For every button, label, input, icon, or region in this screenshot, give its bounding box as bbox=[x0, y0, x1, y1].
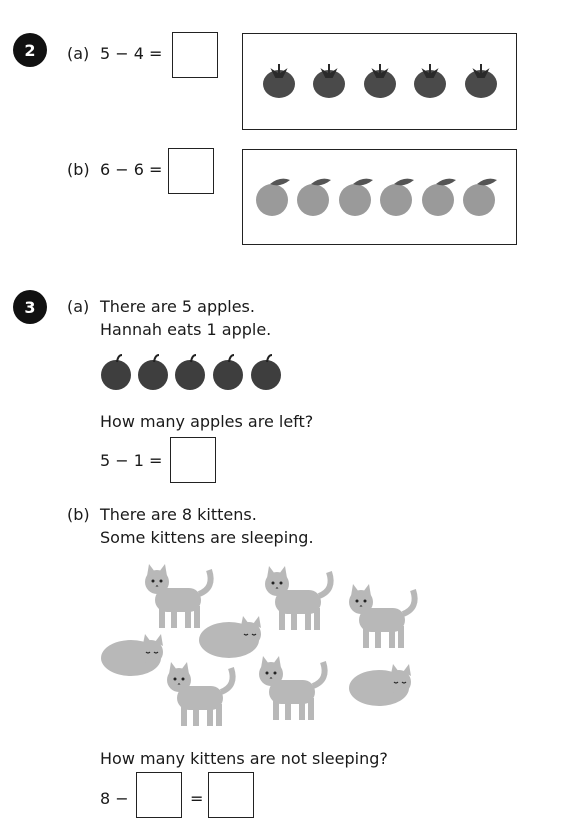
apple-icon bbox=[380, 179, 414, 216]
tomato-icon bbox=[364, 64, 396, 98]
part-label-2a: (a) bbox=[67, 44, 90, 63]
apple-icon bbox=[251, 355, 281, 390]
story-line-3a-2: Hannah eats 1 apple. bbox=[100, 320, 272, 339]
apple-icon bbox=[175, 355, 205, 390]
kitten-sleeping-icon bbox=[199, 616, 261, 658]
expression-2a: 5 − 4 = bbox=[100, 44, 163, 63]
kitten-awake-icon bbox=[259, 656, 325, 720]
tomato-picture-frame bbox=[242, 33, 517, 130]
kitten-awake-icon bbox=[145, 564, 211, 628]
expression-3b-left: 8 − bbox=[100, 789, 129, 808]
apple-icon bbox=[463, 179, 497, 216]
expression-3b-equals: = bbox=[190, 789, 204, 808]
part-label-3a: (a) bbox=[67, 297, 90, 316]
apples-illustration bbox=[243, 150, 518, 246]
apple-picture-frame bbox=[242, 149, 517, 245]
answer-box-2b[interactable] bbox=[168, 148, 214, 194]
tomato-icon bbox=[414, 64, 446, 98]
question-3a: How many apples are left? bbox=[100, 412, 314, 431]
apple-icon bbox=[422, 179, 456, 216]
question-number-3: 3 bbox=[13, 290, 47, 324]
apple-icon bbox=[101, 355, 131, 390]
tomato-icon bbox=[465, 64, 497, 98]
answer-box-3a[interactable] bbox=[170, 437, 216, 483]
kittens-illustration bbox=[95, 560, 425, 730]
apple-icon bbox=[339, 179, 373, 216]
story-line-3b-2: Some kittens are sleeping. bbox=[100, 528, 314, 547]
story-line-3a-1: There are 5 apples. bbox=[100, 297, 255, 316]
part-label-2b: (b) bbox=[67, 160, 90, 179]
story-line-3b-1: There are 8 kittens. bbox=[100, 505, 257, 524]
apples-row-illustration bbox=[100, 355, 290, 395]
kitten-sleeping-icon bbox=[101, 634, 163, 676]
tomato-icon bbox=[263, 64, 295, 98]
question-3b: How many kittens are not sleeping? bbox=[100, 749, 388, 768]
expression-3a: 5 − 1 = bbox=[100, 451, 163, 470]
apple-icon bbox=[138, 355, 168, 390]
apple-icon bbox=[256, 179, 290, 216]
kitten-awake-icon bbox=[265, 566, 331, 630]
answer-box-3b-2[interactable] bbox=[208, 772, 254, 818]
question-number-2: 2 bbox=[13, 33, 47, 67]
answer-box-3b-1[interactable] bbox=[136, 772, 182, 818]
part-label-3b: (b) bbox=[67, 505, 90, 524]
apple-icon bbox=[297, 179, 331, 216]
tomato-icon bbox=[313, 64, 345, 98]
expression-2b: 6 − 6 = bbox=[100, 160, 163, 179]
kitten-sleeping-icon bbox=[349, 664, 411, 706]
apple-icon bbox=[213, 355, 243, 390]
answer-box-2a[interactable] bbox=[172, 32, 218, 78]
kitten-awake-icon bbox=[349, 584, 415, 648]
kitten-awake-icon bbox=[167, 662, 233, 726]
tomatoes-illustration bbox=[243, 34, 518, 131]
